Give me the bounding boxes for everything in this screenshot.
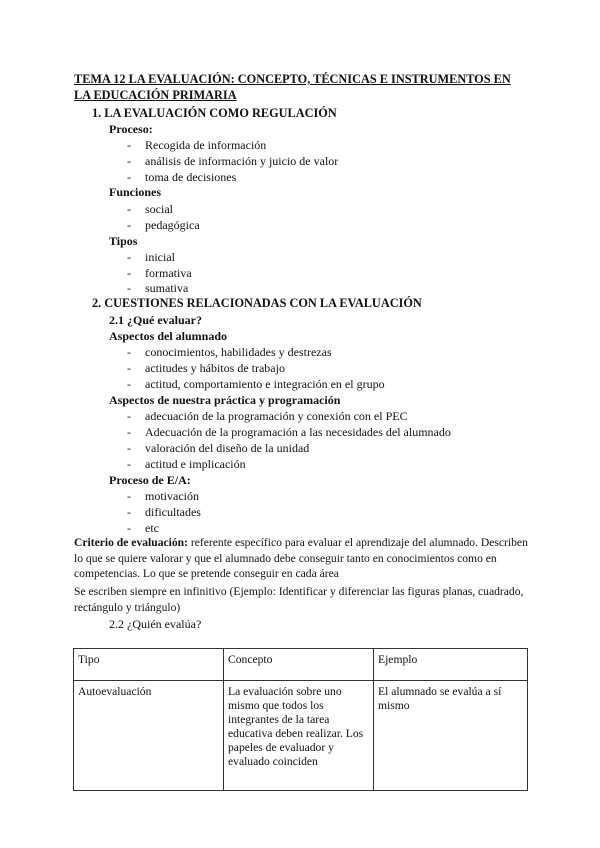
- proceso-ea-label: Proceso de E/A:: [109, 473, 191, 487]
- bullet-dash: -: [127, 170, 131, 184]
- practica-item: Adecuación de la programación a las necesidades del alumnado: [145, 425, 451, 439]
- alumnado-item: actitud, comportamiento e integración en el grupo: [145, 377, 385, 391]
- table-cell: La evaluación sobre uno mismo que todos los integrantes de la tarea educativa deben realizar. Los papeles de evaluador y evaluado coinciden: [224, 681, 374, 791]
- practica-item: adecuación de la programación y conexión con el PEC: [145, 409, 408, 423]
- bullet-dash: -: [127, 250, 131, 264]
- table-cell: El alumnado se evalúa a sí mismo: [374, 681, 528, 791]
- table-header-row: [74, 649, 528, 681]
- bullet-dash: -: [127, 202, 131, 216]
- proceso-label: Proceso:: [109, 122, 153, 136]
- alumnado-item: conocimientos, habilidades y destrezas: [145, 345, 332, 359]
- bullet-dash: -: [127, 154, 131, 168]
- table-row: [74, 681, 528, 791]
- bullet-dash: -: [127, 218, 131, 232]
- proceso-ea-item: dificultades: [145, 505, 201, 519]
- bullet-dash: -: [127, 281, 131, 295]
- document-title: TEMA 12 LA EVALUACIÓN: CONCEPTO, TÉCNICAS E INSTRUMENTOS EN LA EDUCACIÓN PRIMARIA: [74, 72, 511, 102]
- criterio-term: Criterio de evaluación:: [74, 536, 188, 549]
- criterio-paragraph: [74, 535, 530, 582]
- bullet-dash: -: [127, 377, 131, 391]
- bullet-dash: -: [127, 425, 131, 439]
- funciones-item: pedagógica: [145, 218, 200, 232]
- subsection-que-evaluar: 2.1 ¿Qué evaluar?: [109, 313, 202, 327]
- proceso-item: análisis de información y juicio de valor: [145, 154, 339, 168]
- alumnado-label: Aspectos del alumnado: [109, 329, 228, 343]
- bullet-dash: -: [127, 441, 131, 455]
- section-1-heading: 1. LA EVALUACIÓN COMO REGULACIÓN: [92, 106, 337, 120]
- practica-item: valoración del diseño de la unidad: [145, 441, 310, 455]
- infinitivo-paragraph: Se escriben siempre en infinitivo (Ejemplo: Identificar y diferenciar las figuras planas, cuadrado, rectángulo y triángulo): [74, 585, 524, 614]
- proceso-ea-item: etc: [145, 521, 159, 535]
- funciones-label: Funciones: [109, 185, 162, 199]
- tipos-item: inicial: [145, 250, 175, 264]
- table-cell: Autoevaluación: [74, 681, 224, 791]
- tipos-item: formativa: [145, 266, 192, 280]
- section-2-heading: 2. CUESTIONES RELACIONADAS CON LA EVALUACIÓN: [92, 296, 422, 310]
- criterio-definition: referente específico para evaluar el aprendizaje del alumnado. Describen lo que se quiere valorar y que el alumnado debe conseguir tanto en conocimientos como en competencias. Lo que se pretende conseguir en cada área: [74, 536, 528, 581]
- proceso-ea-item: motivación: [145, 489, 199, 503]
- practica-item: actitud e implicación: [145, 457, 246, 471]
- practica-label: Aspectos de nuestra práctica y programación: [109, 393, 341, 407]
- bullet-dash: -: [127, 489, 131, 503]
- bullet-dash: -: [127, 266, 131, 280]
- tipos-label: Tipos: [109, 234, 138, 248]
- bullet-dash: -: [127, 409, 131, 423]
- table-header-cell: Ejemplo: [374, 649, 528, 681]
- bullet-dash: -: [127, 521, 131, 535]
- evaluation-types-table: [73, 648, 528, 791]
- funciones-item: social: [145, 202, 173, 216]
- table-header-cell: Tipo: [74, 649, 224, 681]
- bullet-dash: -: [127, 505, 131, 519]
- table-header-cell: Concepto: [224, 649, 374, 681]
- proceso-item: toma de decisiones: [145, 170, 237, 184]
- tipos-item: sumativa: [145, 281, 189, 295]
- bullet-dash: -: [127, 457, 131, 471]
- alumnado-item: actitudes y hábitos de trabajo: [145, 361, 285, 375]
- proceso-item: Recogida de información: [145, 138, 267, 152]
- bullet-dash: -: [127, 345, 131, 359]
- bullet-dash: -: [127, 361, 131, 375]
- bullet-dash: -: [127, 138, 131, 152]
- subsection-quien-evalua: 2.2 ¿Quién evalúa?: [109, 617, 202, 631]
